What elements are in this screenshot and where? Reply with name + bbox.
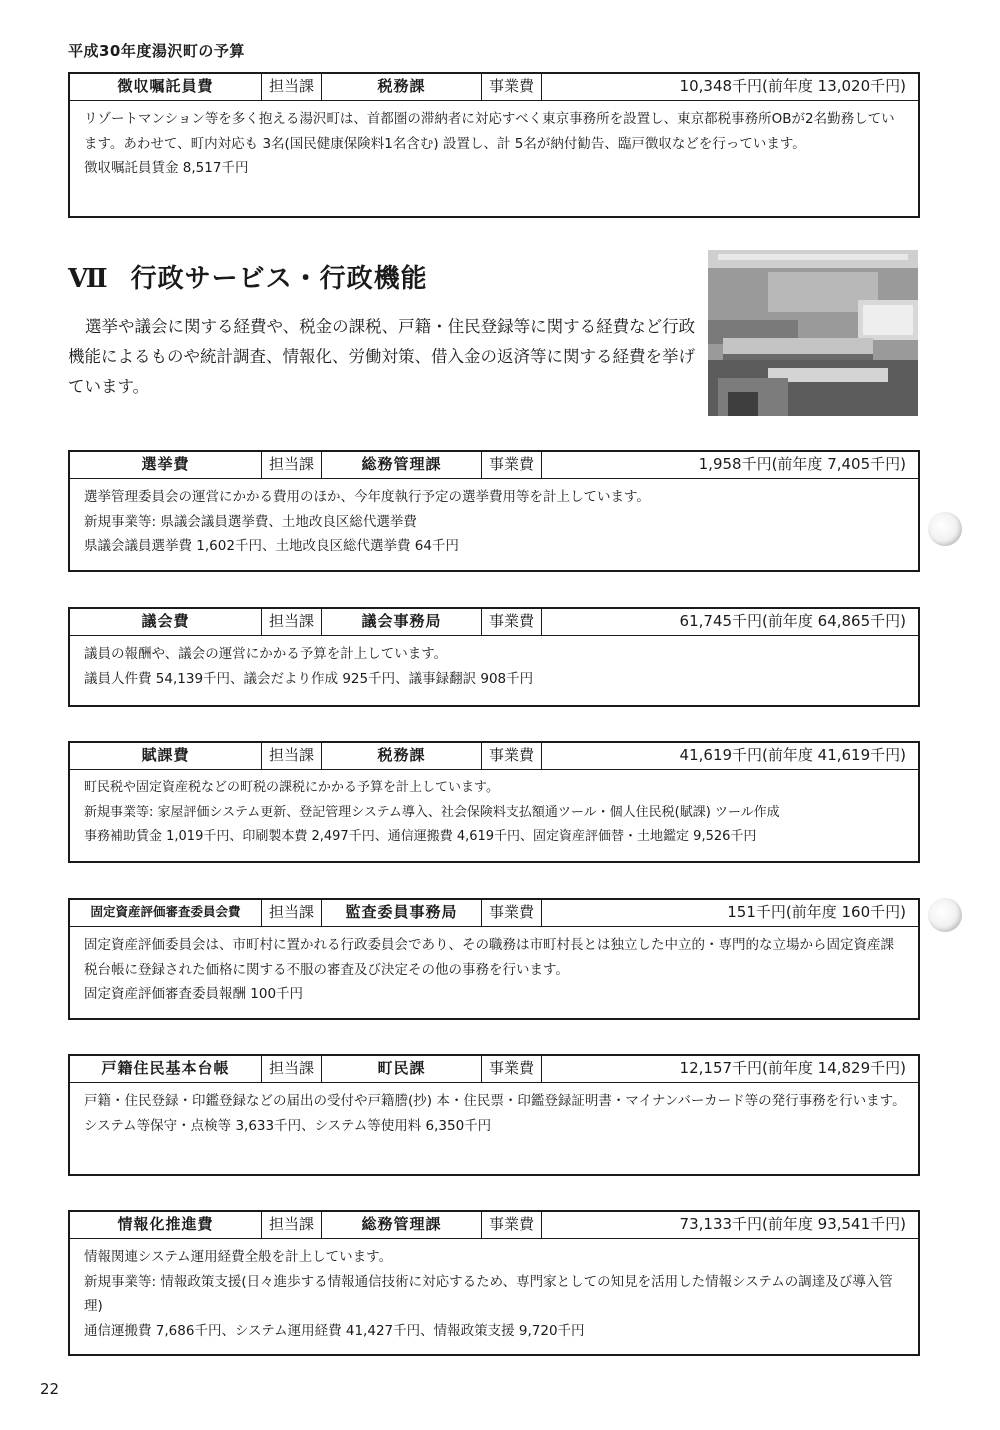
block-text-line: 事務補助賃金 1,019千円、印刷製本費 2,497千円、通信運搬費 4,619千円、固定資産評価替・土地鑑定 9,526千円	[84, 829, 757, 844]
dept-name: 税務課	[322, 74, 482, 100]
block-text-line: 町民税や固定資産税などの町税の課税にかかる予算を計上しています。	[84, 780, 499, 795]
block-text-line: 議員の報酬や、議会の運営にかかる予算を計上しています。	[84, 646, 448, 662]
cost-label: 事業費	[482, 452, 542, 478]
block-title: 戸籍住民基本台帳	[70, 1056, 262, 1082]
block-text-line: 議員人件費 54,139千円、議会だより作成 925千円、議事録翻訳 908千円	[84, 670, 534, 687]
dept-label: 担当課	[262, 1212, 322, 1238]
photo-image	[708, 250, 918, 416]
block-header	[70, 1056, 918, 1083]
dept-label: 担当課	[262, 74, 322, 100]
block-text-line: 固定資産評価審査委員報酬 100千円	[84, 986, 304, 1002]
block-body	[70, 101, 918, 187]
block-body	[70, 770, 918, 856]
block-title: 選挙費	[70, 452, 262, 478]
block-text-line: 固定資産評価委員会は、市町村に置かれる行政委員会であり、その職務は市町村長とは独立した中立的・専門的な立場から固定資産課税台帳に登録された価格に関する不服の審査及び決定その他の事務を行います。	[84, 937, 894, 978]
budget-block-election	[68, 450, 920, 572]
cost-label: 事業費	[482, 900, 542, 926]
block-header	[70, 1212, 918, 1239]
section-number: Ⅶ	[68, 264, 109, 294]
block-text-line: 選挙管理委員会の運営にかかる費用のほか、今年度執行予定の選挙費用等を計上しています。	[84, 489, 650, 505]
block-body	[70, 927, 918, 1013]
cost-value: 151千円(前年度 160千円)	[727, 903, 906, 921]
dept-name: 税務課	[322, 743, 482, 769]
block-title: 徴収嘱託員費	[70, 74, 262, 100]
dept-label: 担当課	[262, 743, 322, 769]
block-header	[70, 743, 918, 770]
binder-hole-bottom	[928, 898, 962, 932]
cost-label: 事業費	[482, 1056, 542, 1082]
page-number: 22	[40, 1380, 60, 1398]
block-title: 賦課費	[70, 743, 262, 769]
section-title: 行政サービス・行政機能	[130, 264, 428, 294]
dept-name: 町民課	[322, 1056, 482, 1082]
cost-label: 事業費	[482, 609, 542, 635]
council-chamber-photo	[708, 250, 918, 416]
dept-label: 担当課	[262, 900, 322, 926]
document-header: 平成30年度湯沢町の予算	[68, 42, 245, 60]
cost-label: 事業費	[482, 1212, 542, 1238]
budget-block-family-register	[68, 1054, 920, 1176]
section-heading	[68, 258, 428, 295]
dept-label: 担当課	[262, 609, 322, 635]
cost-label: 事業費	[482, 74, 542, 100]
block-title: 議会費	[70, 609, 262, 635]
cost-value: 1,958千円(前年度 7,405千円)	[698, 455, 906, 473]
cost-value: 61,745千円(前年度 64,865千円)	[679, 612, 906, 630]
block-title: 情報化推進費	[70, 1212, 262, 1238]
dept-label: 担当課	[262, 452, 322, 478]
block-header	[70, 74, 918, 101]
budget-block-tax-collection	[68, 72, 920, 218]
block-text-line: 戸籍・住民登録・印鑑登録などの届出の受付や戸籍謄(抄) 本・住民票・印鑑登録証明書・マイナンバーカード等の発行事務を行います。	[84, 1093, 906, 1109]
block-text-line: 情報関連システム運用経費全般を計上しています。	[84, 1249, 393, 1265]
cost-value: 41,619千円(前年度 41,619千円)	[679, 746, 906, 764]
dept-name: 総務管理課	[322, 1212, 482, 1238]
block-text-line: システム等保守・点検等 3,633千円、システム等使用料 6,350千円	[84, 1117, 492, 1134]
block-text-line: 通信運搬費 7,686千円、システム運用経費 41,427千円、情報政策支援 9,720千円	[84, 1322, 585, 1339]
block-header	[70, 452, 918, 479]
section-intro	[68, 312, 696, 402]
budget-block-it-promotion	[68, 1210, 920, 1356]
cost-value: 12,157千円(前年度 14,829千円)	[679, 1059, 906, 1077]
block-text-line: 新規事業等: 情報政策支援(日々進歩する情報通信技術に対応するため、専門家としての知見を活用した情報システムの調達及び導入管理)	[84, 1273, 893, 1314]
binder-hole-top	[928, 512, 962, 546]
block-header	[70, 900, 918, 927]
dept-label: 担当課	[262, 1056, 322, 1082]
block-text-line: リゾートマンション等を多く抱える湯沢町は、首都圏の滞納者に対応すべく東京事務所を設置し、東京都税事務所OBが2名勤務しています。あわせて、町内対応も 3名(国民健康保険料1名含む) 設置し、計 5名が納付勧告、臨戸徴収などを行っています。	[84, 111, 895, 152]
cost-label: 事業費	[482, 743, 542, 769]
block-body	[70, 479, 918, 565]
block-text-line: 新規事業等: 県議会議員選挙費、土地改良区総代選挙費	[84, 513, 417, 530]
cost-value: 10,348千円(前年度 13,020千円)	[679, 77, 906, 95]
block-body	[70, 1083, 918, 1144]
block-text-line: 県議会議員選挙費 1,602千円、土地改良区総代選挙費 64千円	[84, 538, 459, 554]
cost-value: 73,133千円(前年度 93,541千円)	[679, 1215, 906, 1233]
block-header	[70, 609, 918, 636]
block-body	[70, 1239, 918, 1349]
block-title: 固定資産評価審査委員会費	[70, 900, 262, 926]
budget-block-asset-review	[68, 898, 920, 1020]
block-body	[70, 636, 918, 697]
dept-name: 議会事務局	[322, 609, 482, 635]
block-text-line: 新規事業等: 家屋評価システム更新、登記管理システム導入、社会保険料支払額通ツール・個人住民税(賦課) ツール作成	[84, 804, 780, 820]
budget-block-council	[68, 607, 920, 707]
block-text-line: 徴収嘱託員賃金 8,517千円	[84, 160, 249, 176]
dept-name: 総務管理課	[322, 452, 482, 478]
section-intro-text: 選挙や議会に関する経費や、税金の課税、戸籍・住民登録等に関する経費など行政機能によるものや統計調査、情報化、労働対策、借入金の返済等に関する経費を挙げています。	[68, 317, 696, 396]
dept-name: 監査委員事務局	[322, 900, 482, 926]
budget-block-taxation	[68, 741, 920, 863]
